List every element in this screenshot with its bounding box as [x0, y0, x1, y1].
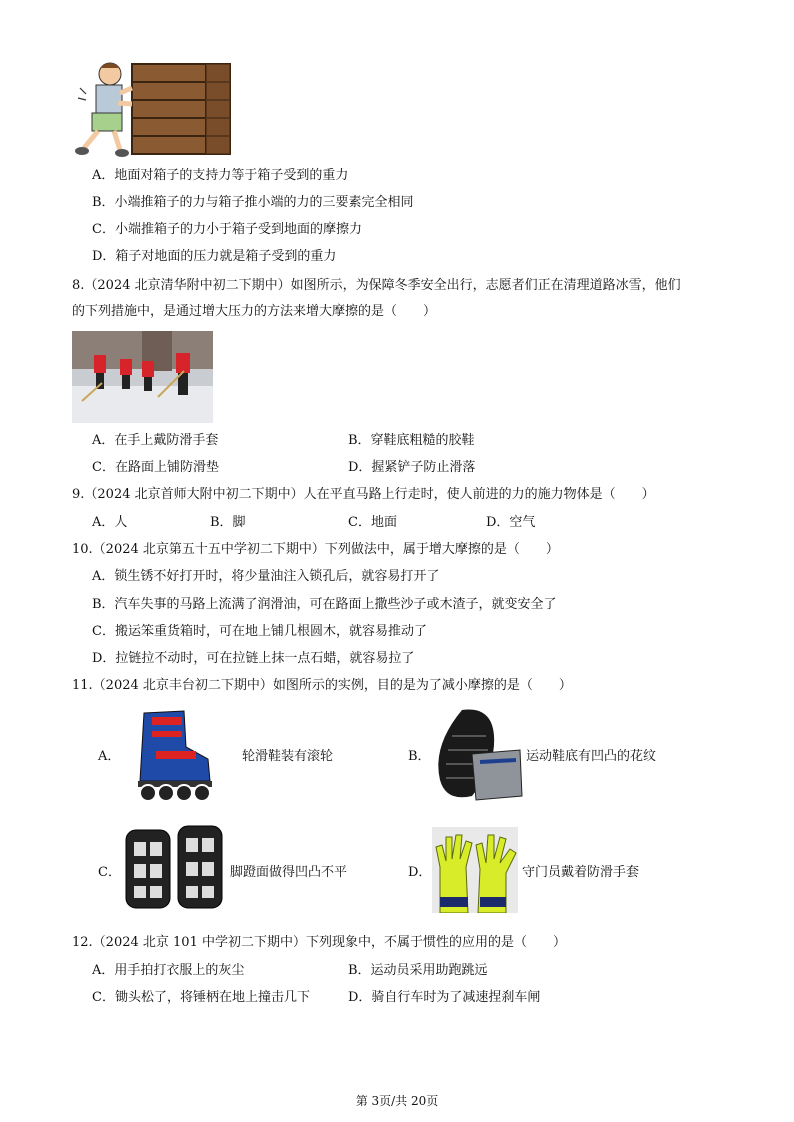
q8-stem-line1: 8.（2024 北京清华附中初二下期中）如图所示，为保障冬季安全出行，志愿者们正在清理道路冰雪，他们 [72, 278, 681, 293]
q8-option-a: A．在手上戴防滑手套 [92, 433, 219, 448]
q10-stem: 10.（2024 北京第五十五中学初二下期中）下列做法中，属于增大摩擦的是（ ） [72, 542, 559, 557]
bicycle-pedals-image [122, 822, 224, 916]
q9-stem: 9.（2024 北京首师大附中初二下期中）人在平直马路上行走时，使人前进的力的施力物体是（ ） [72, 487, 655, 502]
q8-stem-line2: 的下列措施中，是通过增大压力的方法来增大摩擦的是（ ） [72, 304, 437, 319]
q10-option-b: B．汽车失事的马路上流满了润滑油，可在路面上撒些沙子或木渣子，就变安全了 [92, 597, 557, 612]
q11-option-b-caption: 运动鞋底有凹凸的花纹 [526, 749, 657, 764]
q8-option-c: C．在路面上铺防滑垫 [92, 460, 219, 475]
q8-option-d: D．握紧铲子防止滑落 [348, 460, 476, 475]
q11-option-c-letter: C． [98, 865, 121, 880]
q10-option-c: C．搬运笨重货箱时，可在地上铺几根圆木，就容易推动了 [92, 624, 427, 639]
q12-stem: 12.（2024 北京 101 中学初二下期中）下列现象中，不属于惯性的应用的是（ ） [72, 935, 566, 950]
q12-option-b: B．运动员采用助跑跳远 [348, 963, 488, 978]
q7-option-d: D．箱子对地面的压力就是箱子受到的重力 [92, 249, 337, 264]
q11-option-d-letter: D． [408, 865, 432, 880]
q9-option-a: A．人 [92, 515, 128, 530]
q9-option-b: B．脚 [210, 515, 246, 530]
q10-option-d: D．拉链拉不动时，可在拉链上抹一点石蜡，就容易拉了 [92, 651, 415, 666]
q9-option-d: D．空气 [486, 515, 536, 530]
goalkeeper-gloves-image [432, 827, 518, 913]
q9-option-c: C．地面 [348, 515, 397, 530]
q11-stem: 11.（2024 北京丰台初二下期中）如图所示的实例，目的是为了减小摩擦的是（ ） [72, 678, 572, 693]
page-footer: 第 3页/共 20页 [355, 1094, 439, 1108]
boy-pushing-crate-illustration [74, 58, 238, 158]
q10-option-a: A．锁生锈不好打开时，将少量油注入锁孔后，就容易打开了 [92, 569, 440, 584]
q12-option-d: D．骑自行车时为了减速捏刹车闸 [348, 990, 541, 1005]
q11-option-d-caption: 守门员戴着防滑手套 [522, 865, 640, 880]
q11-option-a-caption: 轮滑鞋装有滚轮 [242, 749, 334, 764]
q7-option-a: A．地面对箱子的支持力等于箱子受到的重力 [92, 168, 349, 183]
q11-option-a-letter: A． [98, 749, 121, 764]
snow-clearing-photo [72, 331, 213, 423]
roller-skate-image [126, 707, 218, 803]
q11-option-b-letter: B． [408, 749, 431, 764]
q8-option-b: B．穿鞋底粗糙的胶鞋 [348, 433, 475, 448]
q7-option-b: B．小端推箱子的力与箱子推小端的力的三要素完全相同 [92, 195, 414, 210]
q12-option-a: A．用手拍打衣服上的灰尘 [92, 963, 245, 978]
q11-option-c-caption: 脚蹬面做得凹凸不平 [230, 865, 348, 880]
q7-option-c: C．小端推箱子的力小于箱子受到地面的摩擦力 [92, 222, 362, 237]
sports-shoe-sole-image [432, 706, 524, 804]
q12-option-c: C．锄头松了，将锤柄在地上撞击几下 [92, 990, 310, 1005]
